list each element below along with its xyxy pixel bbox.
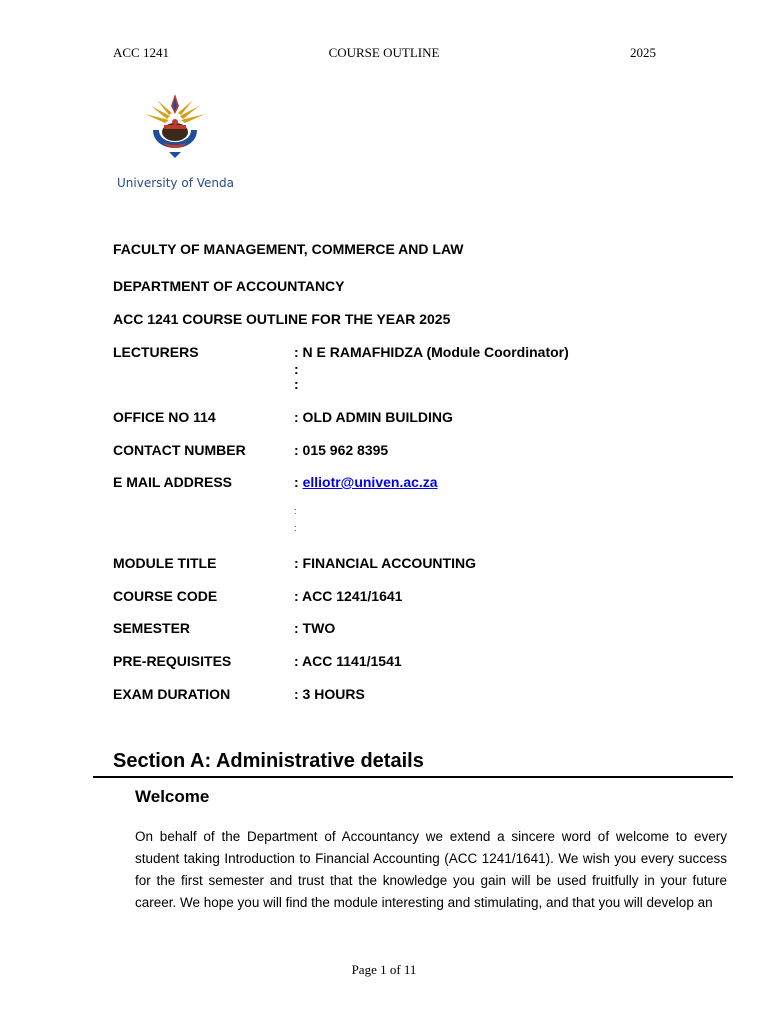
lecturers-extra-colon: :	[294, 376, 299, 392]
email-extra-colon: :	[294, 506, 297, 516]
contact-label: CONTACT NUMBER	[113, 442, 246, 458]
office-label: OFFICE NO 114	[113, 409, 216, 425]
page-number: Page 1 of 11	[351, 962, 417, 977]
email-prefix: :	[294, 474, 303, 490]
office-value: : OLD ADMIN BUILDING	[294, 409, 453, 425]
lecturers-value: : N E RAMAFHIDZA (Module Coordinator)	[294, 344, 569, 360]
university-logo	[113, 92, 238, 196]
contact-value: : 015 962 8395	[294, 442, 389, 458]
exam-duration-label: EXAM DURATION	[113, 686, 231, 702]
exam-duration-value: : 3 HOURS	[294, 686, 365, 702]
welcome-heading: Welcome	[135, 787, 210, 806]
module-title-label: MODULE TITLE	[113, 555, 217, 571]
semester-value: : TWO	[294, 620, 336, 636]
header-year: 2025	[630, 45, 656, 60]
email-label: E MAIL ADDRESS	[113, 474, 233, 490]
semester-label: SEMESTER	[113, 620, 191, 636]
prerequisites-label: PRE-REQUISITES	[113, 653, 232, 669]
lecturers-extra-colon: :	[294, 361, 299, 377]
course-outline-line: ACC 1241 COURSE OUTLINE FOR THE YEAR 2025	[113, 311, 451, 327]
email-value	[294, 474, 438, 490]
section-divider	[93, 776, 733, 778]
header-course-code: ACC 1241	[113, 45, 169, 60]
course-code-label: COURSE CODE	[113, 588, 218, 604]
welcome-paragraph: On behalf of the Department of Accountancy we extend a sincere word of welcome to every student taking Introduction to Financial Accounting (ACC 1241/1641). We wish you every success for the first semester and trust that the knowledge you gain will be used fruitfully in your future career. We hope you will find the module interesting and stimulating, and that you will develop an	[135, 829, 727, 910]
email-extra-colon: :	[294, 523, 297, 533]
lecturers-label: LECTURERS	[113, 344, 199, 360]
header-title: COURSE OUTLINE	[328, 45, 440, 60]
faculty-line: FACULTY OF MANAGEMENT, COMMERCE AND LAW	[113, 241, 464, 257]
email-link[interactable]: elliotr@univen.ac.za	[302, 474, 438, 490]
course-code-value: : ACC 1241/1641	[294, 588, 403, 604]
section-a-title: Section A: Administrative details	[113, 750, 424, 772]
university-name: University of Venda	[117, 176, 234, 190]
prerequisites-value: : ACC 1141/1541	[294, 653, 402, 669]
department-line: DEPARTMENT OF ACCOUNTANCY	[113, 278, 345, 294]
module-title-value: : FINANCIAL ACCOUNTING	[294, 555, 476, 571]
university-crest-icon	[135, 92, 215, 174]
